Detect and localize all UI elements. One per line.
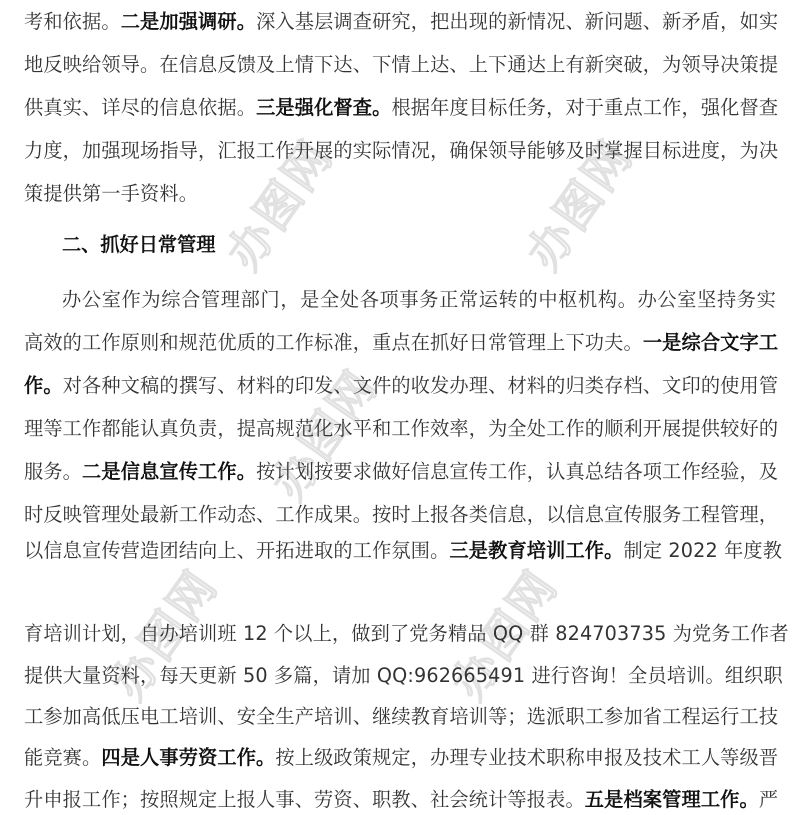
text-line xyxy=(24,328,779,358)
text-line xyxy=(24,536,783,566)
body-text: 升申报工作；按照规定上报人事、劳资、职教、社会统计等报表。 xyxy=(24,788,585,811)
bold-keyphrase: 三是教育培训工作。 xyxy=(449,539,624,562)
text-line xyxy=(24,371,779,401)
bold-keyphrase: 二是信息宣传工作。 xyxy=(82,460,257,483)
bold-keyphrase: 五是档案管理工作。 xyxy=(584,788,759,811)
bold-keyphrase: 一是综合文字工 xyxy=(642,331,779,354)
text-line xyxy=(24,743,779,773)
body-text: 考和依据。 xyxy=(24,10,121,33)
bold-keyphrase: 四是人事劳资工作。 xyxy=(101,746,276,769)
body-text: 按计划按要求做好信息宣传工作，认真总结各项工作经验，及 xyxy=(256,460,779,483)
text-line xyxy=(24,7,779,37)
body-text: 工参加高低压电工培训、安全生产培训、继续教育培训等；选派职工参加省工程运行工技 xyxy=(24,705,779,728)
watermark-logo: 办图网 xyxy=(516,130,643,280)
body-text: 高效的工作原则和规范优质的工作标准，重点在抓好日常管理上下功夫。 xyxy=(24,331,643,354)
body-text: 理等工作都能认真负责，提高规范化水平和工作效率，为全处工作的顺利开展提供较好的 xyxy=(24,417,779,440)
text-line xyxy=(24,661,783,691)
body-text: 对各种文稿的撰写、材料的印发、文件的收发办理、材料的归类存档、文印的使用管 xyxy=(62,374,779,397)
body-text: 育培训计划，自办培训班 12 个以上，做到了党务精品 QQ 群 824703735 为党务工作者 xyxy=(24,622,789,645)
text-line xyxy=(24,500,779,530)
body-text: 能竞赛。 xyxy=(24,746,102,769)
bold-keyphrase: 二是加强调研。 xyxy=(120,10,257,33)
text-line xyxy=(24,414,779,444)
text-line xyxy=(62,285,776,315)
watermark-logo: 办图网 xyxy=(101,560,228,710)
section-heading: 二、抓好日常管理 xyxy=(62,233,216,256)
body-text: 严 xyxy=(758,788,779,811)
body-text: 按上级政策规定，办理专业技术职称申报及技术工人等级晋 xyxy=(275,746,779,769)
text-line xyxy=(24,702,779,732)
bold-keyphrase: 三是强化督查。 xyxy=(256,96,392,119)
text-line xyxy=(24,619,789,649)
text-line xyxy=(24,785,779,815)
text-line xyxy=(24,136,779,166)
watermark-logo: 办图网 xyxy=(441,560,568,710)
bold-keyphrase: 作。 xyxy=(24,374,63,397)
text-line xyxy=(24,457,779,487)
body-text: 地反映给领导。在信息反馈及上情下达、下情上达、上下通达上有新突破，为领导决策提 xyxy=(24,53,779,76)
body-text: 时反映管理处最新工作动态、工作成果。按时上报各类信息，以信息宣传服务工程管理， xyxy=(24,503,779,526)
body-text: 提供大量资料，每天更新 50 多篇，请加 QQ:962665491 进行咨询！全员培训。组织职 xyxy=(24,664,783,687)
watermark-logo: 办图网 xyxy=(261,360,388,510)
body-text: 深入基层调查研究，把出现的新情况、新问题、新矛盾，如实 xyxy=(256,10,779,33)
body-text: 服务。 xyxy=(24,460,83,483)
body-text: 制定 2022 年度教 xyxy=(623,539,783,562)
body-text: 策提供第一手资料。 xyxy=(24,182,199,205)
body-text: 供真实、详尽的信息依据。 xyxy=(24,96,257,119)
text-line xyxy=(24,50,779,80)
body-text: 以信息宣传营造团结向上、开拓进取的工作氛围。 xyxy=(24,539,450,562)
body-text: 力度，加强现场指导，汇报工作开展的实际情况，确保领导能够及时掌握目标进度，为决 xyxy=(24,139,779,162)
text-line xyxy=(24,93,779,123)
text-line xyxy=(24,179,776,209)
body-text: 根据年度目标任务，对于重点工作，强化督查 xyxy=(391,96,779,119)
watermark-logo: 办图网 xyxy=(216,130,343,280)
body-text: 办公室作为综合管理部门，是全处各项事务正常运转的中枢机构。办公室坚持务实 xyxy=(62,288,776,311)
